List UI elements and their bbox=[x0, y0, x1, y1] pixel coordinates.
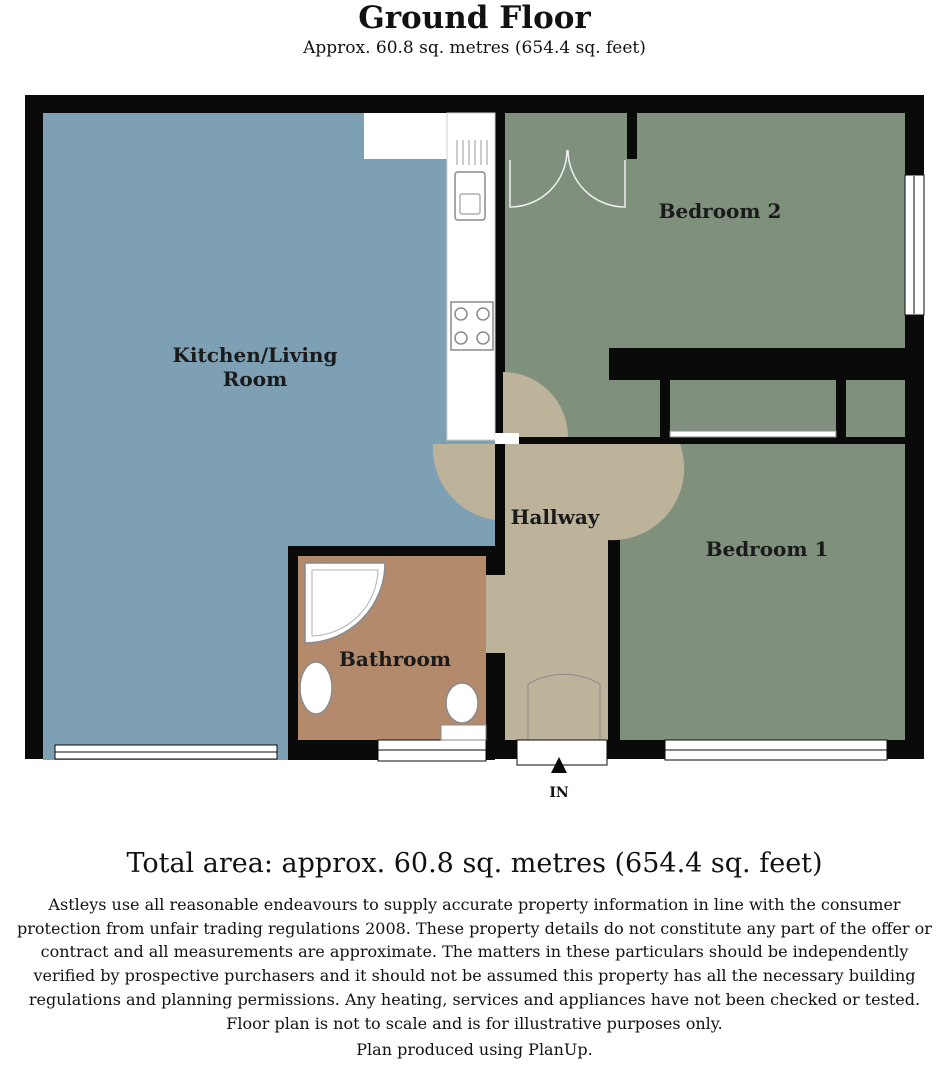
wall-closet-left bbox=[660, 380, 670, 444]
bathroom-basin-icon bbox=[300, 662, 332, 714]
closet-sliding-doors bbox=[670, 431, 836, 437]
label-bedroom-1: Bedroom 1 bbox=[705, 537, 829, 561]
label-bathroom: Bathroom bbox=[338, 647, 452, 671]
floor-area-subtitle: Approx. 60.8 sq. metres (654.4 sq. feet) bbox=[303, 38, 646, 58]
wall-closet-right bbox=[836, 380, 846, 444]
door-frame-marks bbox=[495, 433, 519, 444]
total-area: Total area: approx. 60.8 sq. metres (654.4 sq. feet) bbox=[126, 848, 823, 879]
door-front bbox=[528, 674, 600, 740]
bathroom-door-gap bbox=[486, 575, 505, 653]
bedroom-2-closet-area bbox=[670, 380, 836, 437]
hob-icon bbox=[451, 302, 493, 350]
label-kitchen-living-line1: Kitchen/Living bbox=[172, 343, 338, 367]
wall-kitchen-hall bbox=[495, 113, 505, 548]
label-hallway: Hallway bbox=[510, 505, 600, 529]
toilet-cistern bbox=[441, 725, 486, 740]
entrance-threshold bbox=[517, 740, 607, 765]
toilet-icon bbox=[446, 683, 478, 723]
produced-by-text: Plan produced using PlanUp. bbox=[356, 1040, 593, 1059]
kitchen-worktop bbox=[447, 113, 495, 440]
entrance-label: IN bbox=[549, 785, 569, 801]
disclaimer-text: Astleys use all reasonable endeavours to supply accurate property information in line with the consumer protection from unfair trading regulations 2008. These property details do not constitute any part of the offer or contract and all measurements are approximate. The matters in these particulars should be independently verified by prospective purchasers and it should not be assumed this property has all the necessary building regulations and planning permissions. Any heating, services and appliances have not been checked or tested. Floor plan is not to scale and is for illustrative purposes only. bbox=[17, 895, 932, 1033]
wall-hall-bed2 bbox=[505, 437, 846, 444]
page-title: Ground Floor bbox=[358, 0, 591, 36]
wall-bedroom-divider bbox=[609, 348, 905, 380]
wall-bed2-stub bbox=[627, 113, 637, 159]
label-bedroom-2: Bedroom 2 bbox=[658, 199, 782, 223]
label-kitchen-living-line2: Room bbox=[222, 367, 288, 391]
